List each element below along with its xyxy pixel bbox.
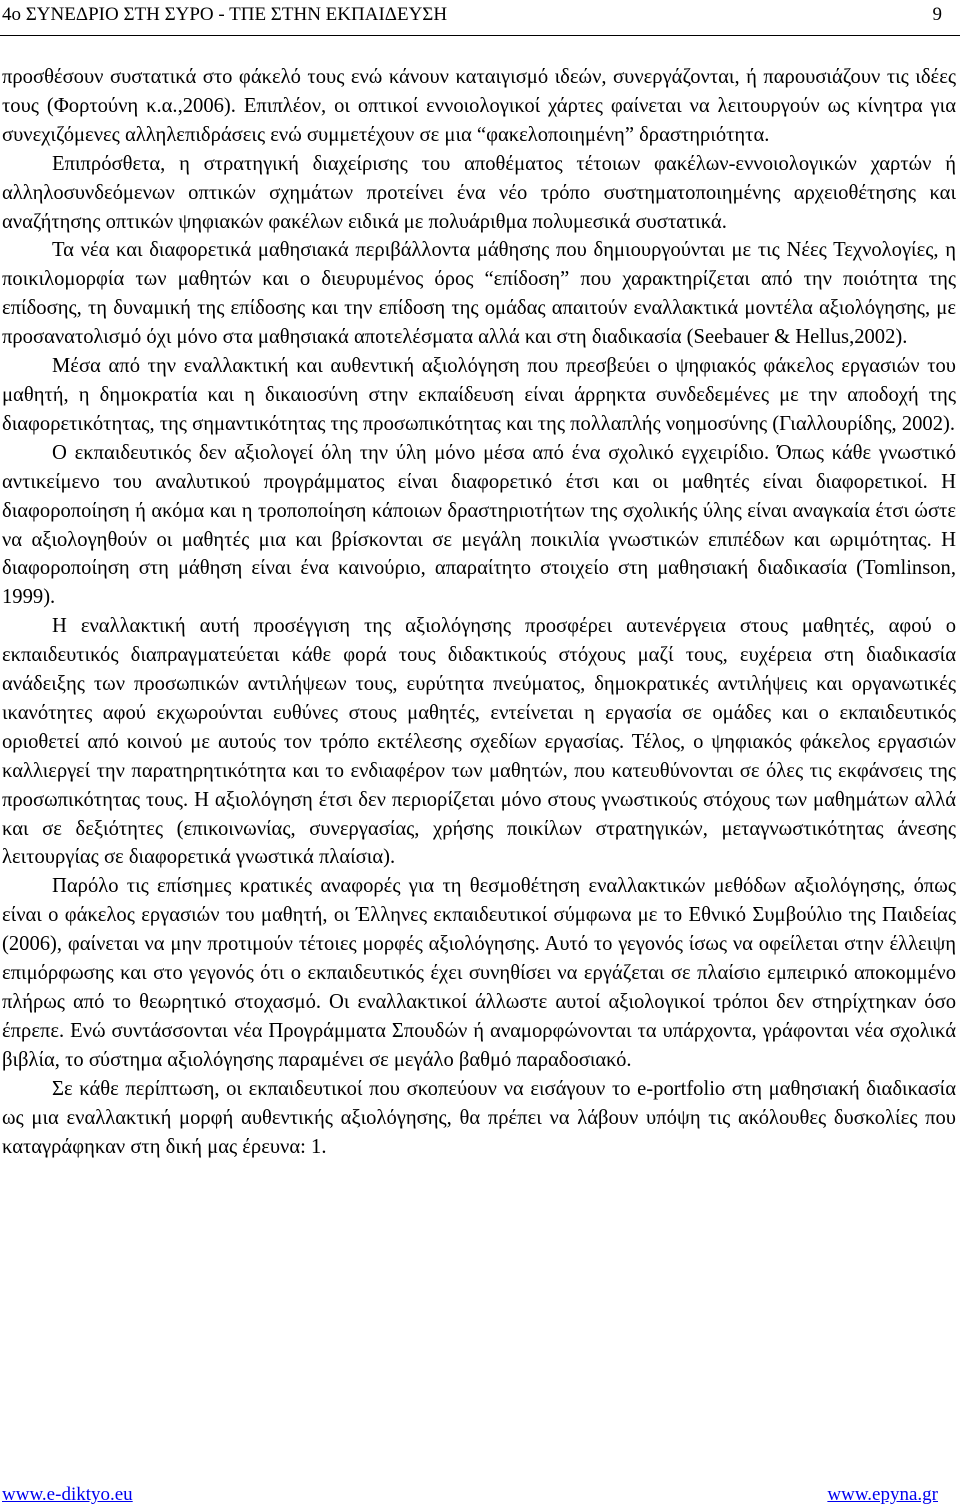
paragraph: Επιπρόσθετα, η στρατηγική διαχείρισης του αποθέματος τέτοιων φακέλων-εννοιολογικών χαρτών ή αλληλοσυνδεόμενων οπτικών σχημάτων προτείνει ένα νέο τρόπο συστηματοποιημένης αρχειοθέτησης και αναζήτησης οπτικών ψηφιακών φακέλων ειδικά με πολυάριθμα πολυμεσικά συστατικά. [2, 152, 956, 233]
paragraph: Τα νέα και διαφορετικά μαθησιακά περιβάλλοντα μάθησης που δημιουργούνται με τις Νέες Τεχνολογίες, η ποικιλομορφία των μαθητών και ο διευρυμένος όρος “επίδοση” που χαρακτηρίζεται από την ποιότητα της επίδοσης, τη δυναμική της επίδοσης και την επίδοση της ομάδας απαιτούν εναλλακτικά μοντέλα αξιολόγησης, με προσανατολισμό όχι μόνο στα μαθησιακά αποτελέσματα αλλά και στη διαδικασία (Seebauer & Hellus,2002). [2, 239, 956, 349]
paragraph: Η εναλλακτική αυτή προσέγγιση της αξιολόγησης προσφέρει αυτενέργεια στους μαθητές, αφού ο εκπαιδευτικός διαπραγματεύεται κάθε φορά τους διδακτικούς στόχους μαζί τους, ευχέρεια στη διαδικασία ανάδειξης των προσωπικών αντιλήψεων τους, ευρύτητα πνεύματος, δημοκρατικές αντιλήψεις και οργανωτικές ικανότητες αφού εκχωρούνται ευθύνες στους μαθητές, εντείνεται η εργασία σε ομάδες και ο εκπαιδευτικός οριοθετεί από κοινού με αυτούς τον τρόπο εκτέλεσης σχεδίων εργασίας. Τέλος, ο ψηφιακός φάκελος εργασιών καλλιεργεί την παρατηρητικότητα και το ενδιαφέρον των μαθητών, που κατευθύνονται σε όλες τις εκφάνσεις της προσωπικότητας τους. Η αξιολόγηση έτσι δεν περιορίζεται μόνο στους γνωστικούς στόχους των μαθημάτων αλλά και σε δεξιότητες (επικοινωνίας, συνεργασίας, χρήσης ποικίλων στρατηγικών, μεταγνωστικότητας άνεσης λειτουργίας σε διαφορετικά γνωστικά πλαίσια). [2, 615, 956, 869]
page-number: 9 [932, 4, 942, 25]
header-divider [0, 35, 960, 36]
paragraph: Ο εκπαιδευτικός δεν αξιολογεί όλη την ύλη μόνο μέσα από ένα σχολικό εγχειρίδιο. Όπως κάθε γνωστικό αντικείμενο του αναλυτικού προγράμματος είναι διαφορετικό έτσι και οι μαθητές είναι διαφορετικοί. Η διαφοροποίηση ή ακόμα και η τροποποίηση κάποιων δραστηριοτήτων της σχολικής ύλης είναι αναγκαία έτσι ώστε να αξιολογηθούν οι μαθητές μια και βρίσκονται σε μεγάλη ποικιλία γνωστικών επιπέδων και ωριμότητας. Η διαφοροποίηση στη μάθηση είναι ένα καινούριο, απαραίτητο στοιχείο στη μαθησιακή διαδικασία (Tomlinson, 1999). [2, 441, 956, 609]
footer-link-e-diktyo[interactable]: www.e-diktyo.eu [2, 1484, 133, 1505]
body-text [2, 63, 956, 1161]
footer-link-epyna[interactable]: www.epyna.gr [827, 1484, 938, 1505]
page-header [0, 0, 960, 40]
running-title: 4ο ΣΥΝΕΔΡΙΟ ΣΤΗ ΣΥΡΟ - ΤΠΕ ΣΤΗΝ ΕΚΠΑΙΔΕΥΣΗ [2, 4, 448, 25]
paragraph: Παρόλο τις επίσημες κρατικές αναφορές για τη θεσμοθέτηση εναλλακτικών μεθόδων αξιολόγησης, όπως είναι ο φάκελος εργασιών του μαθητή, οι Έλληνες εκπαιδευτικοί σύμφωνα με το Εθνικό Συμβούλιο της Παιδείας (2006), φαίνεται να μην προτιμούν τέτοιες μορφές αξιολόγησης. Αυτό το γεγονός ίσως να οφείλεται στην έλλειψη επιμόρφωσης και στο γεγονός ότι ο εκπαιδευτικός έχει συνηθίσει να εργάζεται σε πλαίσιο εμπειρικό αποκομμένο πλήρως από το θεωρητικό στοχασμό. Οι εναλλακτικοί άλλωστε αυτοί αξιολογικοί τρόποι δεν στηρίχτηκαν όσο έπρεπε. Ενώ συντάσσονται νέα Προγράμματα Σπουδών ή αναμορφώνονται τα υπάρχοντα, γράφονται νέα σχολικά βιβλία, το σύστημα αξιολόγησης παραμένει σε μεγάλο βαθμό παραδοσιακό. [2, 875, 956, 1071]
page-footer [0, 1478, 960, 1507]
paragraph: Σε κάθε περίπτωση, οι εκπαιδευτικοί που σκοπεύουν να εισάγουν το e-portfolio στη μαθησιακή διαδικασία ως μια εναλλακτική μορφή αυθεντικής αξιολόγησης, θα πρέπει να λάβουν υπόψη τις ακόλουθες δυσκολίες που καταγράφηκαν στη δική μας έρευνα: 1. [2, 1077, 956, 1158]
paragraph: Μέσα από την εναλλακτική και αυθεντική αξιολόγηση που πρεσβεύει ο ψηφιακός φάκελος εργασιών του μαθητή, η δημοκρατία και η δικαιοσύνη στην εκπαίδευση είναι άρρηκτα συνδεδεμένες με την αποδοχή της διαφορετικότητας, της σημαντικότητας της προσωπικότητας και της πολλαπλής νοημοσύνης (Γιαλλουρίδης, 2002). [2, 355, 956, 435]
paragraph: προσθέσουν συστατικά στο φάκελό τους ενώ κάνουν καταιγισμό ιδεών, συνεργάζονται, ή παρουσιάζουν τις ιδέες τους (Φορτούνη κ.α.,2006). Επιπλέον, οι οπτικοί εννοιολογικοί χάρτες φαίνεται να λειτουργούν ως κίνητρα για συνεχιζόμενες αλληλεπιδράσεις ενώ συμμετέχουν σε μια “φακελοποιημένη” δραστηριότητα. [2, 66, 956, 146]
